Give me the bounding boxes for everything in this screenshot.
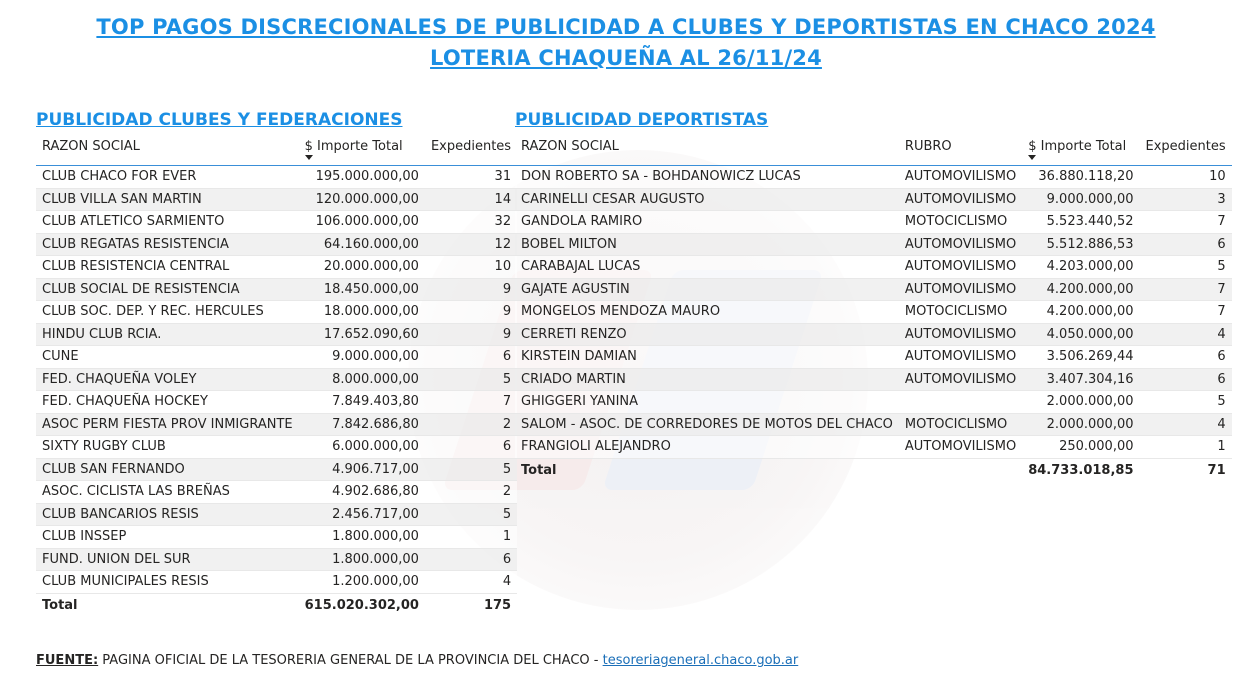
deportistas-table-row[interactable] — [515, 188, 1232, 211]
clubs-cell: 5 — [425, 368, 517, 391]
deportistas-total-spacer — [899, 458, 1022, 483]
deportistas-cell: 3.407.304,16 — [1022, 368, 1139, 391]
deportistas-col-importe-label: $ Importe Total — [1028, 139, 1127, 154]
source-link[interactable]: tesoreriageneral.chaco.gob.ar — [602, 653, 799, 668]
deportistas-cell: AUTOMOVILISMO — [899, 256, 1022, 279]
clubs-cell: CLUB CHACO FOR EVER — [36, 166, 299, 189]
clubs-cell: 14 — [425, 188, 517, 211]
clubs-cell: CLUB SOC. DEP. Y REC. HERCULES — [36, 301, 299, 324]
deportistas-table-row[interactable] — [515, 346, 1232, 369]
clubs-cell: 1.200.000,00 — [299, 571, 425, 594]
source-footer — [36, 653, 798, 668]
clubs-cell: 8.000.000,00 — [299, 368, 425, 391]
clubs-total-label: Total — [42, 598, 78, 613]
deportistas-cell: 2.000.000,00 — [1022, 391, 1139, 414]
clubs-cell: ASOC PERM FIESTA PROV INMIGRANTE — [36, 413, 299, 436]
deportistas-cell: 1 — [1140, 436, 1232, 459]
clubs-cell: FUND. UNION DEL SUR — [36, 548, 299, 571]
deportistas-cell: SALOM - ASOC. DE CORREDORES DE MOTOS DEL CHACO — [515, 413, 899, 436]
deportistas-section-title: PUBLICIDAD DEPORTISTAS — [515, 110, 769, 130]
clubs-total-importe: 615.020.302,00 — [304, 598, 419, 613]
clubs-table-row[interactable] — [36, 571, 517, 594]
clubs-table-row[interactable] — [36, 391, 517, 414]
deportistas-cell: AUTOMOVILISMO — [899, 278, 1022, 301]
deportistas-cell: FRANGIOLI ALEJANDRO — [515, 436, 899, 459]
deportistas-cell: 3 — [1140, 188, 1232, 211]
deportistas-cell: CERRETI RENZO — [515, 323, 899, 346]
source-label: FUENTE: — [36, 653, 99, 668]
deportistas-cell — [899, 391, 1022, 414]
deportistas-col-razon-social[interactable]: RAZON SOCIAL — [521, 139, 619, 154]
clubs-cell: 12 — [425, 233, 517, 256]
deportistas-col-rubro[interactable]: RUBRO — [904, 139, 952, 154]
clubs-col-importe[interactable] — [299, 137, 425, 166]
deportistas-cell: CARABAJAL LUCAS — [515, 256, 899, 279]
deportistas-table-row[interactable] — [515, 413, 1232, 436]
deportistas-cell: GANDOLA RAMIRO — [515, 211, 899, 234]
clubs-cell: 7.849.403,80 — [299, 391, 425, 414]
clubs-total-row — [36, 593, 517, 618]
deportistas-total-label: Total — [521, 463, 557, 478]
clubs-table-row[interactable] — [36, 503, 517, 526]
clubs-cell: 195.000.000,00 — [299, 166, 425, 189]
deportistas-cell: 250.000,00 — [1022, 436, 1139, 459]
clubs-cell: 17.652.090,60 — [299, 323, 425, 346]
clubs-cell: 2 — [425, 481, 517, 504]
deportistas-total-importe: 84.733.018,85 — [1028, 463, 1134, 478]
deportistas-cell: GHIGGERI YANINA — [515, 391, 899, 414]
clubs-cell: CLUB MUNICIPALES RESIS — [36, 571, 299, 594]
clubs-cell: 9 — [425, 301, 517, 324]
clubs-table-row[interactable] — [36, 413, 517, 436]
deportistas-col-expedientes[interactable]: Expedientes — [1145, 139, 1226, 154]
clubs-cell: 9.000.000,00 — [299, 346, 425, 369]
clubs-cell: 32 — [425, 211, 517, 234]
clubs-cell: 6 — [425, 346, 517, 369]
clubs-cell: 1.800.000,00 — [299, 526, 425, 549]
clubs-cell: CLUB ATLETICO SARMIENTO — [36, 211, 299, 234]
clubs-cell: 20.000.000,00 — [299, 256, 425, 279]
deportistas-cell: 10 — [1140, 166, 1232, 189]
clubs-cell: 9 — [425, 278, 517, 301]
deportistas-cell: AUTOMOVILISMO — [899, 323, 1022, 346]
clubs-cell: 64.160.000,00 — [299, 233, 425, 256]
deportistas-table-row[interactable] — [515, 436, 1232, 459]
clubs-cell: 7.842.686,80 — [299, 413, 425, 436]
clubs-cell: 5 — [425, 503, 517, 526]
deportistas-cell: 7 — [1140, 301, 1232, 324]
clubs-table-row[interactable] — [36, 233, 517, 256]
clubs-cell: 18.000.000,00 — [299, 301, 425, 324]
deportistas-cell: 4.200.000,00 — [1022, 278, 1139, 301]
deportistas-cell: 6 — [1140, 368, 1232, 391]
deportistas-table-row[interactable] — [515, 211, 1232, 234]
clubs-col-expedientes[interactable]: Expedientes — [430, 139, 512, 154]
deportistas-cell: KIRSTEIN DAMIAN — [515, 346, 899, 369]
deportistas-cell: 4 — [1140, 413, 1232, 436]
deportistas-table — [515, 137, 1232, 483]
deportistas-cell: AUTOMOVILISMO — [899, 188, 1022, 211]
clubs-cell: CLUB INSSEP — [36, 526, 299, 549]
deportistas-cell: MOTOCICLISMO — [899, 211, 1022, 234]
deportistas-table-row[interactable] — [515, 323, 1232, 346]
deportistas-cell: 5 — [1140, 256, 1232, 279]
deportistas-cell: 7 — [1140, 278, 1232, 301]
deportistas-cell: AUTOMOVILISMO — [899, 368, 1022, 391]
page-subtitle: LOTERIA CHAQUEÑA AL 26/11/24 — [430, 46, 822, 70]
clubs-cell: 1.800.000,00 — [299, 548, 425, 571]
deportistas-table-row[interactable] — [515, 391, 1232, 414]
clubs-table — [36, 137, 517, 618]
deportistas-table-row[interactable] — [515, 368, 1232, 391]
clubs-cell: CLUB SOCIAL DE RESISTENCIA — [36, 278, 299, 301]
page-title: TOP PAGOS DISCRECIONALES DE PUBLICIDAD A CLUBES Y DEPORTISTAS EN CHACO 2024 — [96, 15, 1156, 39]
deportistas-col-importe[interactable] — [1022, 137, 1139, 166]
deportistas-header-row — [515, 137, 1232, 166]
deportistas-cell: 4 — [1140, 323, 1232, 346]
deportistas-cell: 7 — [1140, 211, 1232, 234]
clubs-table-row[interactable] — [36, 458, 517, 481]
clubs-cell: 18.450.000,00 — [299, 278, 425, 301]
clubs-cell: 120.000.000,00 — [299, 188, 425, 211]
clubs-cell: ASOC. CICLISTA LAS BREÑAS — [36, 481, 299, 504]
clubs-cell: 6 — [425, 548, 517, 571]
deportistas-table-row[interactable] — [515, 233, 1232, 256]
clubs-col-importe-label: $ Importe Total — [304, 139, 403, 154]
deportistas-table-row[interactable] — [515, 256, 1232, 279]
clubs-table-row[interactable] — [36, 368, 517, 391]
clubs-cell: 106.000.000,00 — [299, 211, 425, 234]
clubs-table-row[interactable] — [36, 278, 517, 301]
clubs-total-expedientes: 175 — [483, 598, 512, 613]
clubs-table-row[interactable] — [36, 323, 517, 346]
deportistas-cell: 2.000.000,00 — [1022, 413, 1139, 436]
clubs-cell: FED. CHAQUEÑA HOCKEY — [36, 391, 299, 414]
deportistas-cell: AUTOMOVILISMO — [899, 233, 1022, 256]
clubs-table-row[interactable] — [36, 548, 517, 571]
deportistas-cell: DON ROBERTO SA - BOHDANOWICZ LUCAS — [515, 166, 899, 189]
deportistas-cell: GAJATE AGUSTIN — [515, 278, 899, 301]
deportistas-cell: 3.506.269,44 — [1022, 346, 1139, 369]
deportistas-cell: CRIADO MARTIN — [515, 368, 899, 391]
clubs-cell: 2 — [425, 413, 517, 436]
deportistas-cell: 5.512.886,53 — [1022, 233, 1139, 256]
clubs-table-row[interactable] — [36, 481, 517, 504]
deportistas-cell: 6 — [1140, 346, 1232, 369]
clubs-cell: 4.906.717,00 — [299, 458, 425, 481]
clubs-table-row[interactable] — [36, 188, 517, 211]
clubs-section-title: PUBLICIDAD CLUBES Y FEDERACIONES — [36, 110, 403, 130]
deportistas-cell: 4.200.000,00 — [1022, 301, 1139, 324]
clubs-cell: CLUB REGATAS RESISTENCIA — [36, 233, 299, 256]
deportistas-cell: BOBEL MILTON — [515, 233, 899, 256]
clubs-cell: CUNE — [36, 346, 299, 369]
deportistas-table-row[interactable] — [515, 166, 1232, 189]
clubs-cell: 5 — [425, 458, 517, 481]
deportistas-cell: 36.880.118,20 — [1022, 166, 1139, 189]
deportistas-table-row[interactable] — [515, 301, 1232, 324]
clubs-cell: CLUB VILLA SAN MARTIN — [36, 188, 299, 211]
deportistas-cell: MONGELOS MENDOZA MAURO — [515, 301, 899, 324]
clubs-table-row[interactable] — [36, 211, 517, 234]
clubs-table-row[interactable] — [36, 301, 517, 324]
deportistas-cell: 5 — [1140, 391, 1232, 414]
clubs-cell: HINDU CLUB RCIA. — [36, 323, 299, 346]
clubs-col-razon-social[interactable]: RAZON SOCIAL — [42, 139, 140, 154]
clubs-cell: 7 — [425, 391, 517, 414]
deportistas-cell: AUTOMOVILISMO — [899, 346, 1022, 369]
deportistas-cell: 4.050.000,00 — [1022, 323, 1139, 346]
clubs-cell: 31 — [425, 166, 517, 189]
deportistas-cell: MOTOCICLISMO — [899, 413, 1022, 436]
deportistas-cell: 4.203.000,00 — [1022, 256, 1139, 279]
deportistas-cell: MOTOCICLISMO — [899, 301, 1022, 324]
clubs-cell: 10 — [425, 256, 517, 279]
deportistas-table-row[interactable] — [515, 278, 1232, 301]
deportistas-total-row — [515, 458, 1232, 483]
clubs-header-row — [36, 137, 517, 166]
clubs-cell: 4 — [425, 571, 517, 594]
deportistas-total-expedientes: 71 — [1207, 463, 1226, 478]
clubs-cell: 4.902.686,80 — [299, 481, 425, 504]
clubs-cell: 6 — [425, 436, 517, 459]
clubs-cell: SIXTY RUGBY CLUB — [36, 436, 299, 459]
clubs-table-row[interactable] — [36, 436, 517, 459]
clubs-cell: 9 — [425, 323, 517, 346]
deportistas-cell: AUTOMOVILISMO — [899, 166, 1022, 189]
clubs-cell: CLUB RESISTENCIA CENTRAL — [36, 256, 299, 279]
clubs-cell: 2.456.717,00 — [299, 503, 425, 526]
clubs-cell: CLUB SAN FERNANDO — [36, 458, 299, 481]
clubs-cell: FED. CHAQUEÑA VOLEY — [36, 368, 299, 391]
clubs-table-row[interactable] — [36, 256, 517, 279]
clubs-cell: CLUB BANCARIOS RESIS — [36, 503, 299, 526]
deportistas-cell: AUTOMOVILISMO — [899, 436, 1022, 459]
deportistas-cell: 9.000.000,00 — [1022, 188, 1139, 211]
sort-descending-icon[interactable] — [305, 155, 313, 160]
deportistas-cell: 6 — [1140, 233, 1232, 256]
sort-descending-icon[interactable] — [1028, 155, 1036, 160]
deportistas-cell: CARINELLI CESAR AUGUSTO — [515, 188, 899, 211]
clubs-cell: 1 — [425, 526, 517, 549]
deportistas-cell: 5.523.440,52 — [1022, 211, 1139, 234]
source-text: PAGINA OFICIAL DE LA TESORERIA GENERAL DE LA PROVINCIA DEL CHACO - — [98, 653, 603, 668]
clubs-table-row[interactable] — [36, 526, 517, 549]
clubs-table-row[interactable] — [36, 346, 517, 369]
clubs-table-row[interactable] — [36, 166, 517, 189]
clubs-cell: 6.000.000,00 — [299, 436, 425, 459]
